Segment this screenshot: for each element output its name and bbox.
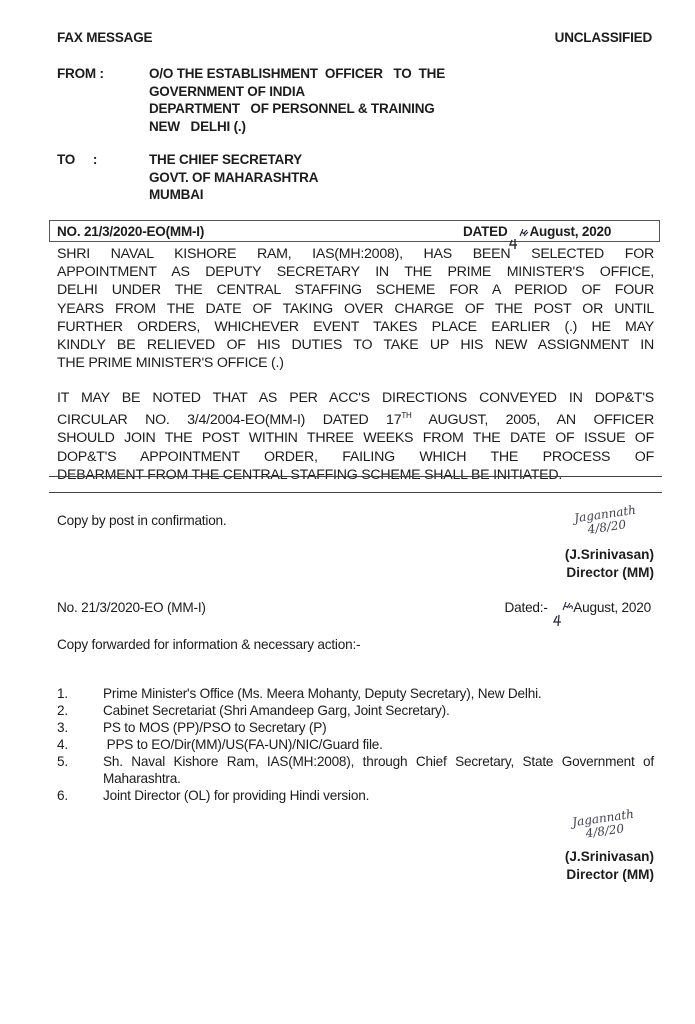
from-line: NEW DELHI (.) — [149, 118, 246, 134]
paragraph-line: SHRI NAVAL KISHORE RAM, IAS(MH:2008), HAS BEEN SELECTED FOR — [57, 246, 654, 262]
signature-block-1 — [565, 546, 654, 582]
paragraph-line: DELHI UNDER THE CENTRAL STAFFING SCHEME FOR A PERIOD OF FOUR — [57, 282, 654, 299]
paragraph-line: KINDLY BE RELIEVED OF HIS DUTIES TO TAKE UP HIS NEW ASSIGNMENT IN — [57, 337, 654, 354]
handwritten-4th-mark — [551, 600, 575, 626]
item-text: Prime Minister's Office (Ms. Meera Mohanty, Deputy Secretary), New Delhi. — [103, 686, 542, 701]
list-item — [57, 753, 654, 787]
fax-message-label: FAX MESSAGE — [57, 30, 153, 45]
paragraph-line — [57, 407, 654, 429]
item-text: PS to MOS (PP)/PSO to Secretary (P) — [103, 720, 327, 735]
dated-label: Dated:- — [504, 600, 548, 615]
signatory-designation: Director (MM) — [566, 565, 654, 580]
to-line: MUMBAI — [149, 187, 204, 202]
paragraph-line: IT MAY BE NOTED THAT AS PER ACC'S DIRECTIONS CONVEYED IN DOP&T'S — [57, 390, 654, 406]
classification-label: UNCLASSIFIED — [554, 30, 652, 45]
signatory-designation: Director (MM) — [566, 867, 654, 882]
item-text: PPS to EO/Dir(MM)/US(FA-UN)/NIC/Guard file. — [103, 737, 383, 752]
item-number: 2. — [57, 703, 68, 718]
paragraph-line: DEBARMENT FROM THE CENTRAL STAFFING SCHEME SHALL BE INITIATED. — [57, 466, 563, 483]
message-paragraph-1 — [57, 245, 654, 372]
dated-label: DATED — [463, 224, 508, 239]
divider-line — [49, 476, 662, 477]
message-paragraph-2 — [57, 389, 654, 484]
item-text: Joint Director (OL) for providing Hindi version. — [103, 788, 370, 803]
item-text: Sh. Naval Kishore Ram, IAS(MH:2008), through Chief Secretary, State Government of Maharashtra. — [103, 754, 654, 786]
item-number: 3. — [57, 720, 68, 735]
ordinal-suffix: TH — [401, 411, 412, 421]
signatory-name: (J.Srinivasan) — [564, 849, 654, 864]
to-line: THE CHIEF SECRETARY — [149, 152, 302, 167]
to-label: TO : — [57, 152, 98, 167]
from-line: GOVERNMENT OF INDIA — [149, 83, 305, 99]
paragraph-line: SHOULD JOIN THE POST WITHIN THREE WEEKS FROM THE DATE OF ISSUE OF — [57, 430, 654, 447]
dated-rest: August, 2020 — [529, 224, 612, 239]
reference-number: NO. 21/3/2020-EO(MM-I) — [57, 224, 205, 239]
paragraph-line: THE PRIME MINISTER'S OFFICE (.) — [57, 355, 284, 372]
from-label: FROM : — [57, 66, 104, 81]
paragraph-line: DOP&T'S APPOINTMENT ORDER, FAILING WHICH THE PROCESS OF — [57, 448, 654, 465]
from-address — [149, 65, 445, 135]
signature-block-2 — [565, 848, 654, 884]
handwritten-signature-2: Jagannath 4/8/20 — [571, 806, 635, 841]
from-line: DEPARTMENT OF PERSONNEL & TRAINING — [149, 101, 435, 116]
paragraph-line: YEARS FROM THE DATE OF TAKING OVER CHARGE OF THE POST OR UNTIL — [57, 300, 654, 317]
list-item — [57, 736, 654, 753]
copy-reference-number: No. 21/3/2020-EO (MM-I) — [57, 600, 206, 615]
circular-text-cont: AUGUST, 2005, AN OFFICER — [411, 412, 654, 429]
list-item — [57, 787, 654, 804]
dated-rest: August, 2020 — [573, 600, 651, 615]
item-number: 5. — [57, 754, 68, 769]
to-line: GOVT. OF MAHARASHTRA — [149, 169, 319, 185]
paragraph-line: FURTHER ORDERS, WHICHEVER EVENT TAKES PLACE EARLIER (.) HE MAY — [57, 318, 654, 335]
item-text: Cabinet Secretariat (Shri Amandeep Garg, Joint Secretary). — [103, 703, 450, 718]
handwritten-signature-1: Jagannath 4/8/20 — [573, 502, 637, 537]
list-item — [57, 685, 654, 702]
confirmation-text: Copy by post in confirmation. — [57, 513, 227, 528]
list-item — [57, 719, 654, 736]
item-number: 4. — [57, 737, 68, 752]
to-address — [149, 151, 318, 204]
list-item — [57, 702, 654, 719]
distribution-list — [57, 685, 654, 804]
signatory-name: (J.Srinivasan) — [564, 547, 654, 562]
reference-date — [463, 224, 611, 239]
circular-text: CIRCULAR NO. 3/4/2004-EO(MM-I) DATED 17 — [57, 412, 402, 429]
paragraph-line: APPOINTMENT AS DEPUTY SECRETARY IN THE PRIME MINISTER'S OFFICE, — [57, 264, 654, 281]
forward-text: Copy forwarded for information & necessary action:- — [57, 637, 361, 652]
divider-line — [49, 492, 662, 493]
copy-reference-date — [505, 600, 651, 615]
item-number: 6. — [57, 788, 68, 803]
from-line: O/O THE ESTABLISHMENT OFFICER TO THE — [149, 66, 446, 81]
item-number: 1. — [57, 686, 68, 701]
